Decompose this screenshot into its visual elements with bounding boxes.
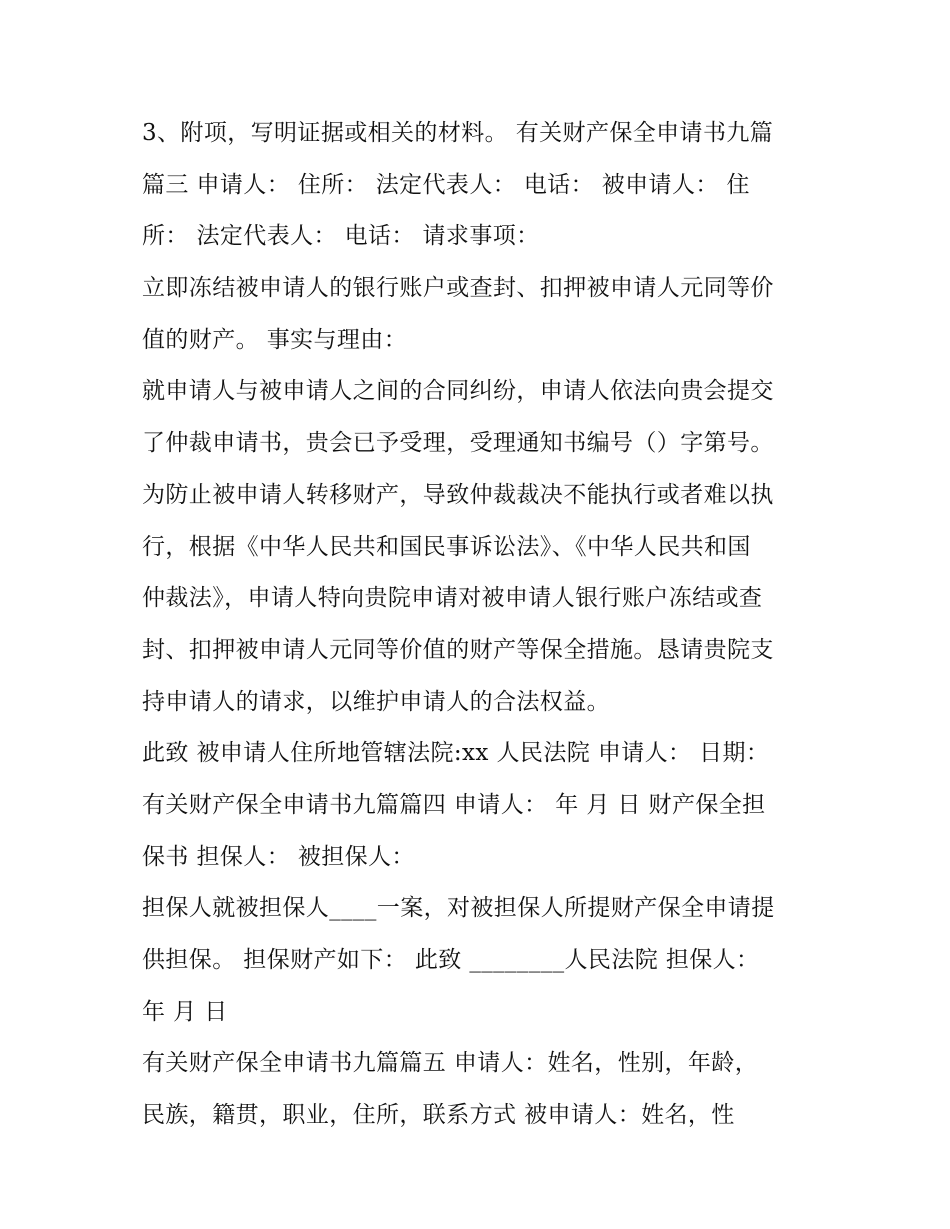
text-line: 仲裁法》，申请人特向贵院申请对被申请人银行账户冻结或查 — [142, 585, 763, 612]
text-line: 担保人就被担保人____一案，对被担保人所提财产保全申请提 — [142, 895, 775, 922]
text-line: 为防止被申请人转移财产，导致仲裁裁决不能执行或者难以执 — [142, 481, 774, 508]
text-line: 就申请人与被申请人之间的合同纠纷，申请人依法向贵会提交 — [142, 378, 774, 405]
text-line: 所： 法定代表人： 电话： 请求事项： — [142, 223, 540, 250]
text-line: 篇三 申请人： 住所： 法定代表人： 电话： 被申请人： 住 — [142, 171, 750, 198]
text-line: 封、扣押被申请人元同等价值的财产等保全措施。恳请贵院支 — [142, 636, 774, 663]
text-line: 此致 被申请人住所地管辖法院:xx 人民法院 申请人： 日期： — [142, 740, 770, 767]
document-body — [142, 108, 842, 1142]
text-line: 行，根据《中华人民共和国民事诉讼法》、《中华人民共和国 — [142, 533, 751, 560]
text-line: 持申请人的请求，以维护申请人的合法权益。 — [142, 688, 610, 715]
text-line: 3、附项，写明证据或相关的材料。 有关财产保全申请书九篇 — [142, 120, 774, 146]
text-line: 了仲裁申请书，贵会已予受理，受理通知书编号（）字第号。 — [142, 430, 774, 457]
text-line: 立即冻结被申请人的银行账户或查封、扣押被申请人元同等价 — [142, 275, 774, 302]
text-line: 年 月 日 — [142, 998, 228, 1025]
text-line: 民族，籍贯，职业，住所，联系方式 被申请人：姓名，性 — [142, 1102, 735, 1129]
text-line: 保书 担保人： 被担保人： — [142, 843, 415, 870]
text-line: 有关财产保全申请书九篇篇五 申请人：姓名，性别，年龄， — [142, 1050, 759, 1077]
text-line: 供担保。 担保财产如下： 此致 ________人民法院 担保人： — [142, 947, 760, 973]
text-line: 值的财产。 事实与理由： — [142, 326, 408, 353]
text-line: 有关财产保全申请书九篇篇四 申请人： 年 月 日 财产保全担 — [142, 791, 766, 818]
